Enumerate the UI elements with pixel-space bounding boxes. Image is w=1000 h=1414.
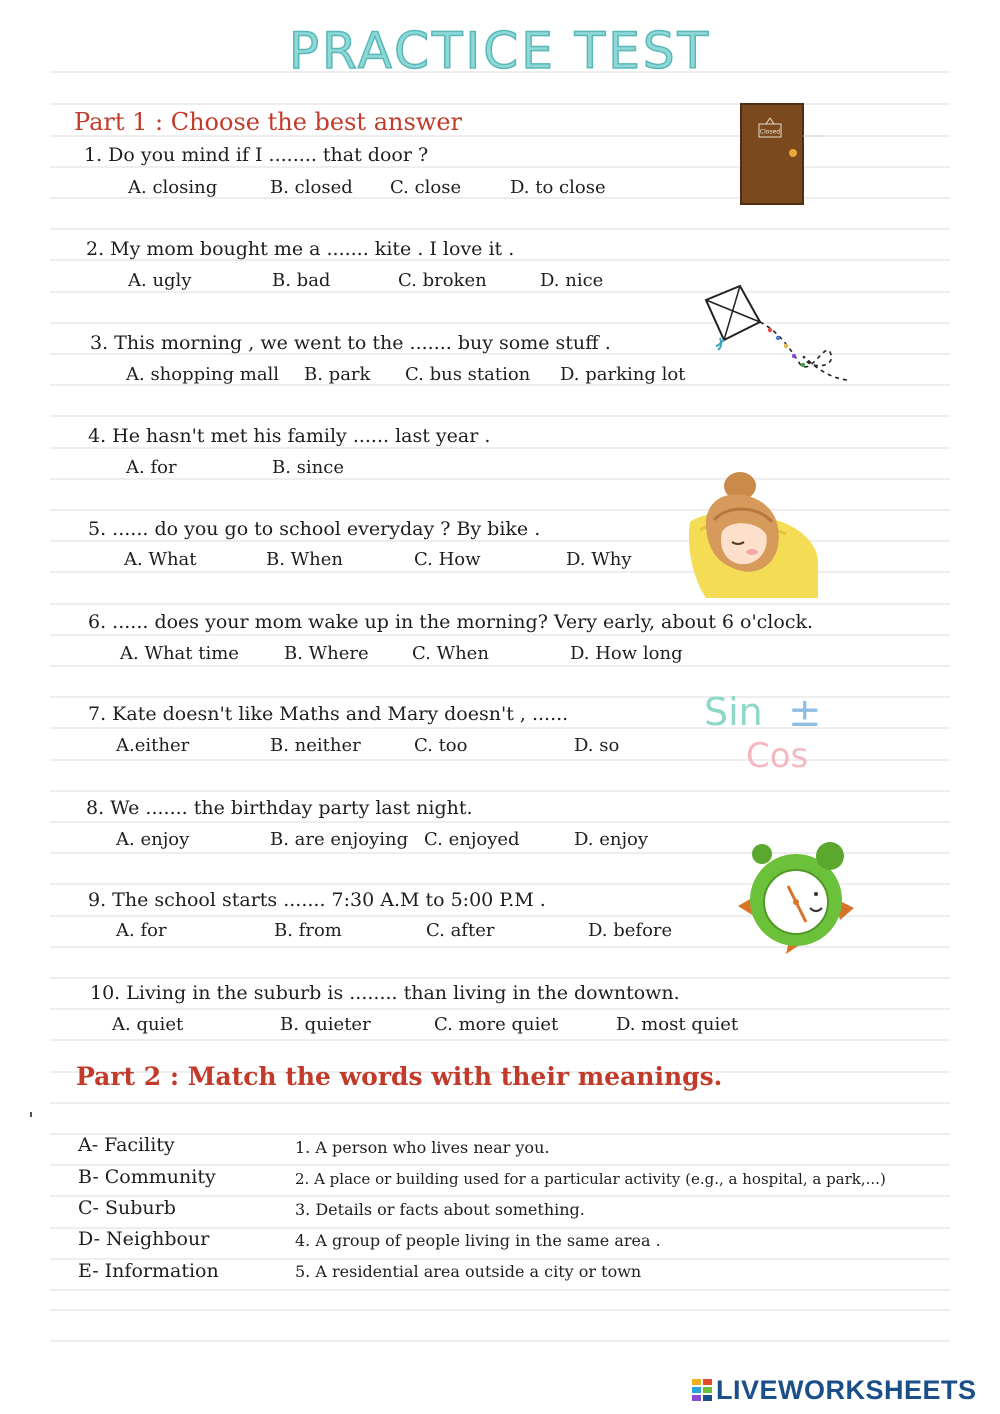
q9-option-b[interactable]: B. from xyxy=(274,920,342,941)
match-word-d[interactable]: D- Neighbour xyxy=(78,1228,210,1250)
question-5: 5. ...... do you go to school everyday ? By bike . xyxy=(88,518,541,540)
sleeping-girl-icon xyxy=(686,470,820,598)
question-9: 9. The school starts ....... 7:30 A.M to 5:00 P.M . xyxy=(88,889,546,911)
q4-option-a[interactable]: A. for xyxy=(126,457,177,478)
q8-option-c[interactable]: C. enjoyed xyxy=(424,829,520,850)
cos-text: Cos xyxy=(746,736,809,776)
alarm-clock-icon xyxy=(734,836,858,956)
plus-minus-text: ± xyxy=(788,690,822,736)
q3-option-c[interactable]: C. bus station xyxy=(405,364,531,385)
q10-option-c[interactable]: C. more quiet xyxy=(434,1014,559,1035)
part2-heading: Part 2 : Match the words with their meanings. xyxy=(76,1062,723,1091)
math-decoration xyxy=(702,690,832,784)
part1-heading: Part 1 : Choose the best answer xyxy=(74,108,462,136)
question-6: 6. ...... does your mom wake up in the morning? Very early, about 6 o'clock. xyxy=(88,611,814,633)
q7-option-a[interactable]: A.either xyxy=(116,735,190,756)
question-10: 10. Living in the suburb is ........ than living in the downtown. xyxy=(90,982,680,1004)
q5-option-b[interactable]: B. When xyxy=(266,549,344,570)
match-definition-5[interactable]: 5. A residential area outside a city or town xyxy=(295,1262,642,1281)
q2-option-a[interactable]: A. ugly xyxy=(128,270,192,291)
question-3: 3. This morning , we went to the ....... buy some stuff . xyxy=(90,332,611,354)
question-1: 1. Do you mind if I ........ that door ? xyxy=(84,144,429,166)
q2-option-d[interactable]: D. nice xyxy=(540,270,604,291)
q7-option-d[interactable]: D. so xyxy=(574,735,620,756)
question-4: 4. He hasn't met his family ...... last year . xyxy=(88,425,491,447)
match-word-a[interactable]: A- Facility xyxy=(78,1134,175,1156)
liveworksheets-logo-icon xyxy=(692,1379,712,1401)
match-word-b[interactable]: B- Community xyxy=(78,1166,216,1188)
match-word-c[interactable]: C- Suburb xyxy=(78,1197,176,1219)
kite-icon xyxy=(700,282,852,386)
q6-option-a[interactable]: A. What time xyxy=(120,643,239,664)
question-2: 2. My mom bought me a ....... kite . I love it . xyxy=(86,238,515,260)
stray-mark xyxy=(30,1112,32,1117)
q5-option-a[interactable]: A. What xyxy=(124,549,197,570)
q7-option-c[interactable]: C. too xyxy=(414,735,468,756)
q4-option-b[interactable]: B. since xyxy=(272,457,344,478)
door-icon xyxy=(738,102,828,206)
q9-option-d[interactable]: D. before xyxy=(588,920,673,941)
question-8: 8. We ....... the birthday party last night. xyxy=(86,797,473,819)
q5-option-c[interactable]: C. How xyxy=(414,549,481,570)
q3-option-b[interactable]: B. park xyxy=(304,364,371,385)
match-definition-1[interactable]: 1. A person who lives near you. xyxy=(295,1138,550,1157)
match-definition-3[interactable]: 3. Details or facts about something. xyxy=(295,1200,585,1219)
q3-option-d[interactable]: D. parking lot xyxy=(560,364,686,385)
door-sign-text: Closed xyxy=(759,128,781,136)
q8-option-b[interactable]: B. are enjoying xyxy=(270,829,409,850)
q2-option-c[interactable]: C. broken xyxy=(398,270,487,291)
liveworksheets-logo[interactable] xyxy=(692,1374,977,1406)
q6-option-c[interactable]: C. When xyxy=(412,643,489,664)
q1-option-a[interactable]: A. closing xyxy=(128,177,218,198)
q6-option-d[interactable]: D. How long xyxy=(570,643,683,664)
q8-option-a[interactable]: A. enjoy xyxy=(116,829,190,850)
q5-option-d[interactable]: D. Why xyxy=(566,549,632,570)
liveworksheets-brand-text: LIVEWORKSHEETS xyxy=(716,1374,977,1405)
q7-option-b[interactable]: B. neither xyxy=(270,735,361,756)
q10-option-a[interactable]: A. quiet xyxy=(112,1014,184,1035)
match-definition-4[interactable]: 4. A group of people living in the same area . xyxy=(295,1231,661,1250)
q9-option-c[interactable]: C. after xyxy=(426,920,495,941)
q2-option-b[interactable]: B. bad xyxy=(272,270,331,291)
q3-option-a[interactable]: A. shopping mall xyxy=(126,364,280,385)
q1-option-d[interactable]: D. to close xyxy=(510,177,606,198)
page-title: PRACTICE TEST xyxy=(288,22,712,80)
q1-option-c[interactable]: C. close xyxy=(390,177,462,198)
sin-text: Sin xyxy=(704,690,763,734)
q8-option-d[interactable]: D. enjoy xyxy=(574,829,649,850)
question-7: 7. Kate doesn't like Maths and Mary doesn't , ...... xyxy=(88,703,569,725)
q10-option-b[interactable]: B. quieter xyxy=(280,1014,371,1035)
match-definition-2[interactable]: 2. A place or building used for a particular activity (e.g., a hospital, a park,...) xyxy=(295,1170,886,1188)
q6-option-b[interactable]: B. Where xyxy=(284,643,369,664)
q10-option-d[interactable]: D. most quiet xyxy=(616,1014,739,1035)
q9-option-a[interactable]: A. for xyxy=(116,920,167,941)
match-word-e[interactable]: E- Information xyxy=(78,1260,219,1282)
q1-option-b[interactable]: B. closed xyxy=(270,177,353,198)
